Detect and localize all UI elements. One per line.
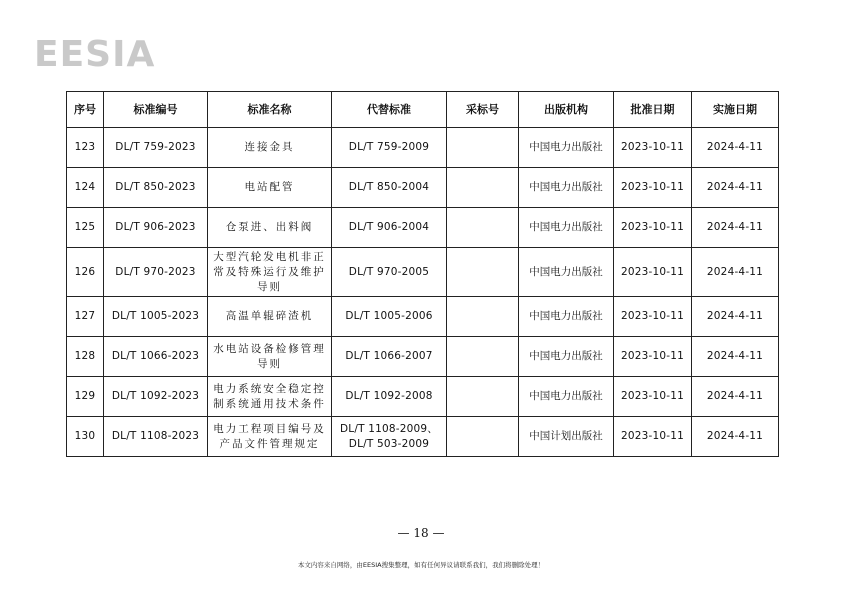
cell-adopt — [447, 337, 519, 377]
cell-name: 高温单辊碎渣机 — [208, 297, 332, 337]
cell-no: 123 — [67, 128, 104, 168]
cell-name: 电站配管 — [208, 168, 332, 208]
cell-effective: 2024-4-11 — [692, 337, 779, 377]
table-row — [67, 337, 779, 377]
cell-code: DL/T 1066-2023 — [104, 337, 208, 377]
cell-publisher: 中国电力出版社 — [519, 128, 614, 168]
cell-name: 水电站设备检修管理导则 — [208, 337, 332, 377]
cell-publisher: 中国电力出版社 — [519, 377, 614, 417]
cell-code: DL/T 759-2023 — [104, 128, 208, 168]
cell-code: DL/T 1005-2023 — [104, 297, 208, 337]
header-code: 标准编号 — [104, 92, 208, 128]
header-approve: 批准日期 — [614, 92, 692, 128]
eesia-logo: EESIA — [34, 34, 156, 75]
cell-replace: DL/T 1066-2007 — [332, 337, 447, 377]
table-row — [67, 297, 779, 337]
cell-publisher: 中国电力出版社 — [519, 208, 614, 248]
cell-adopt — [447, 297, 519, 337]
table-row — [67, 377, 779, 417]
cell-code: DL/T 906-2023 — [104, 208, 208, 248]
table-row — [67, 248, 779, 297]
header-name: 标准名称 — [208, 92, 332, 128]
cell-no: 129 — [67, 377, 104, 417]
cell-replace: DL/T 1108-2009、DL/T 503-2009 — [332, 417, 447, 457]
table-row — [67, 208, 779, 248]
cell-approve: 2023-10-11 — [614, 128, 692, 168]
cell-replace: DL/T 970-2005 — [332, 248, 447, 297]
cell-name: 大型汽轮发电机非正常及特殊运行及维护导则 — [208, 248, 332, 297]
cell-adopt — [447, 168, 519, 208]
cell-code: DL/T 1092-2023 — [104, 377, 208, 417]
cell-code: DL/T 1108-2023 — [104, 417, 208, 457]
cell-no: 125 — [67, 208, 104, 248]
cell-replace: DL/T 850-2004 — [332, 168, 447, 208]
header-replace: 代替标准 — [332, 92, 447, 128]
cell-adopt — [447, 128, 519, 168]
cell-adopt — [447, 248, 519, 297]
cell-adopt — [447, 377, 519, 417]
header-no: 序号 — [67, 92, 104, 128]
cell-name: 仓泵进、出料阀 — [208, 208, 332, 248]
cell-no: 130 — [67, 417, 104, 457]
standards-table — [66, 91, 779, 457]
cell-publisher: 中国电力出版社 — [519, 337, 614, 377]
cell-replace: DL/T 1005-2006 — [332, 297, 447, 337]
cell-name: 电力系统安全稳定控制系统通用技术条件 — [208, 377, 332, 417]
cell-effective: 2024-4-11 — [692, 297, 779, 337]
cell-approve: 2023-10-11 — [614, 377, 692, 417]
cell-publisher: 中国计划出版社 — [519, 417, 614, 457]
cell-publisher: 中国电力出版社 — [519, 248, 614, 297]
cell-no: 127 — [67, 297, 104, 337]
cell-effective: 2024-4-11 — [692, 208, 779, 248]
cell-effective: 2024-4-11 — [692, 417, 779, 457]
cell-replace: DL/T 1092-2008 — [332, 377, 447, 417]
cell-effective: 2024-4-11 — [692, 377, 779, 417]
cell-approve: 2023-10-11 — [614, 297, 692, 337]
table-row — [67, 128, 779, 168]
cell-code: DL/T 850-2023 — [104, 168, 208, 208]
header-publisher: 出版机构 — [519, 92, 614, 128]
cell-publisher: 中国电力出版社 — [519, 297, 614, 337]
cell-approve: 2023-10-11 — [614, 168, 692, 208]
header-effective: 实施日期 — [692, 92, 779, 128]
cell-adopt — [447, 208, 519, 248]
cell-effective: 2024-4-11 — [692, 248, 779, 297]
cell-effective: 2024-4-11 — [692, 168, 779, 208]
cell-adopt — [447, 417, 519, 457]
footer-disclaimer: 本文内容来自网络，由EESIA搜集整理，如有任何异议请联系我们，我们将删除处理！ — [297, 561, 545, 569]
cell-effective: 2024-4-11 — [692, 128, 779, 168]
cell-no: 126 — [67, 248, 104, 297]
header-adopt: 采标号 — [447, 92, 519, 128]
cell-name: 连接金具 — [208, 128, 332, 168]
table-header-row — [67, 92, 779, 128]
table-row — [67, 168, 779, 208]
cell-approve: 2023-10-11 — [614, 337, 692, 377]
cell-replace: DL/T 906-2004 — [332, 208, 447, 248]
cell-approve: 2023-10-11 — [614, 248, 692, 297]
cell-name: 电力工程项目编号及产品文件管理规定 — [208, 417, 332, 457]
cell-no: 128 — [67, 337, 104, 377]
page-number: — 18 — — [397, 526, 445, 540]
cell-replace: DL/T 759-2009 — [332, 128, 447, 168]
cell-no: 124 — [67, 168, 104, 208]
cell-publisher: 中国电力出版社 — [519, 168, 614, 208]
cell-approve: 2023-10-11 — [614, 417, 692, 457]
table-row — [67, 417, 779, 457]
cell-approve: 2023-10-11 — [614, 208, 692, 248]
cell-code: DL/T 970-2023 — [104, 248, 208, 297]
